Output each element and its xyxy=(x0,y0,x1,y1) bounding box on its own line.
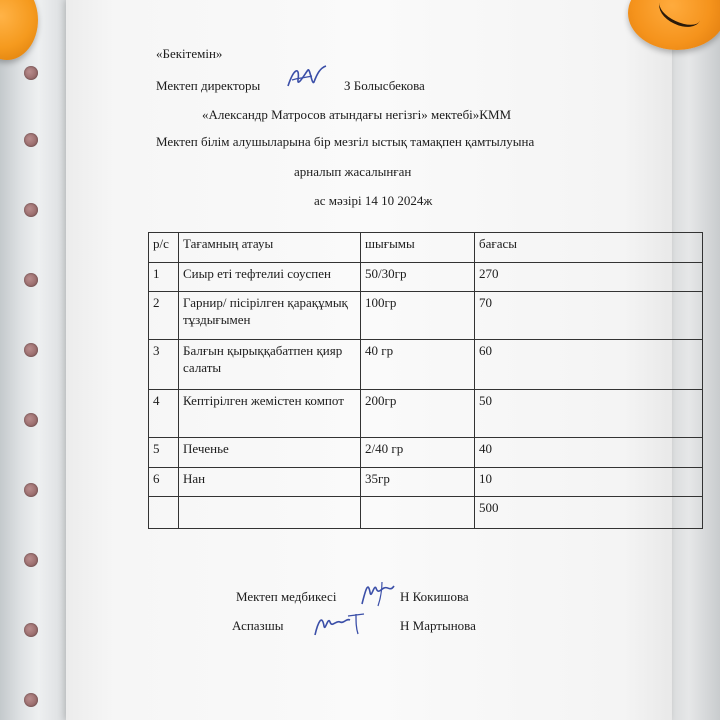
nurse-label: Мектеп медбикесі xyxy=(236,589,337,604)
cook-signature xyxy=(312,608,366,638)
nurse-name: Н Кокишова xyxy=(400,589,469,604)
director-label: Мектеп директоры xyxy=(156,78,261,93)
table-cell: 4 xyxy=(149,390,179,438)
punch-hole xyxy=(24,133,38,147)
table-cell: 70 xyxy=(475,292,703,340)
table-cell: Сиыр еті тефтелиі соуспен xyxy=(179,263,361,292)
menu-table xyxy=(148,232,703,529)
table-row xyxy=(149,468,703,497)
approval-label: «Бекітемін» xyxy=(156,46,223,61)
table-cell: 60 xyxy=(475,340,703,390)
total-price-cell: 500 xyxy=(475,497,703,529)
table-cell: Печенье xyxy=(179,438,361,468)
table-header-row xyxy=(149,233,703,263)
punch-hole xyxy=(24,623,38,637)
document-title-line-2: арналып жасалынған xyxy=(294,164,412,179)
table-row xyxy=(149,390,703,438)
table-cell: 5 xyxy=(149,438,179,468)
table-total-row xyxy=(149,497,703,529)
table-row xyxy=(149,340,703,390)
table-cell: 2 xyxy=(149,292,179,340)
table-cell: 50/30гр xyxy=(361,263,475,292)
sheet-protector-edge xyxy=(0,0,70,720)
table-cell: 1 xyxy=(149,263,179,292)
menu-table-body xyxy=(149,233,703,529)
table-cell xyxy=(361,497,475,529)
table-cell: 2/40 гр xyxy=(361,438,475,468)
punch-hole xyxy=(24,273,38,287)
table-cell xyxy=(149,497,179,529)
punch-hole xyxy=(24,203,38,217)
table-cell: Кептірілген жемістен компот xyxy=(179,390,361,438)
table-cell: 50 xyxy=(475,390,703,438)
table-cell: Гарнир/ пісірілген қарақұмық тұздығымен xyxy=(179,292,361,340)
punch-hole xyxy=(24,693,38,707)
menu-date: ас мәзірі 14 10 2024ж xyxy=(314,193,433,208)
table-row xyxy=(149,263,703,292)
punch-hole xyxy=(24,483,38,497)
table-cell: 100гр xyxy=(361,292,475,340)
table-cell xyxy=(179,497,361,529)
director-signature xyxy=(284,62,330,92)
table-cell: Нан xyxy=(179,468,361,497)
column-header: шығымы xyxy=(361,233,475,263)
magnet-smile-icon xyxy=(654,0,705,33)
table-row xyxy=(149,292,703,340)
school-name: «Александр Матросов атындағы негізгі» мектебі»КММ xyxy=(202,107,512,122)
table-cell: 200гр xyxy=(361,390,475,438)
punch-hole xyxy=(24,553,38,567)
punch-hole xyxy=(24,66,38,80)
table-row xyxy=(149,438,703,468)
punch-hole xyxy=(24,413,38,427)
table-cell: 40 xyxy=(475,438,703,468)
document-title-line-1: Мектеп білім алушыларына бір мезгіл ыстық тамақпен қамтылуына xyxy=(156,134,535,149)
column-header: р/с xyxy=(149,233,179,263)
column-header: Тағамның атауы xyxy=(179,233,361,263)
table-cell: 10 xyxy=(475,468,703,497)
table-cell: 6 xyxy=(149,468,179,497)
punch-hole xyxy=(24,343,38,357)
table-cell: 270 xyxy=(475,263,703,292)
cook-name: Н Мартынова xyxy=(400,618,476,633)
table-cell: Балғын қырыққабатпен қияр салаты xyxy=(179,340,361,390)
director-name: З Болысбекова xyxy=(344,78,425,93)
column-header: бағасы xyxy=(475,233,703,263)
table-cell: 40 гр xyxy=(361,340,475,390)
table-cell: 35гр xyxy=(361,468,475,497)
nurse-signature xyxy=(358,578,396,608)
table-cell: 3 xyxy=(149,340,179,390)
cook-label: Аспазшы xyxy=(232,618,284,633)
